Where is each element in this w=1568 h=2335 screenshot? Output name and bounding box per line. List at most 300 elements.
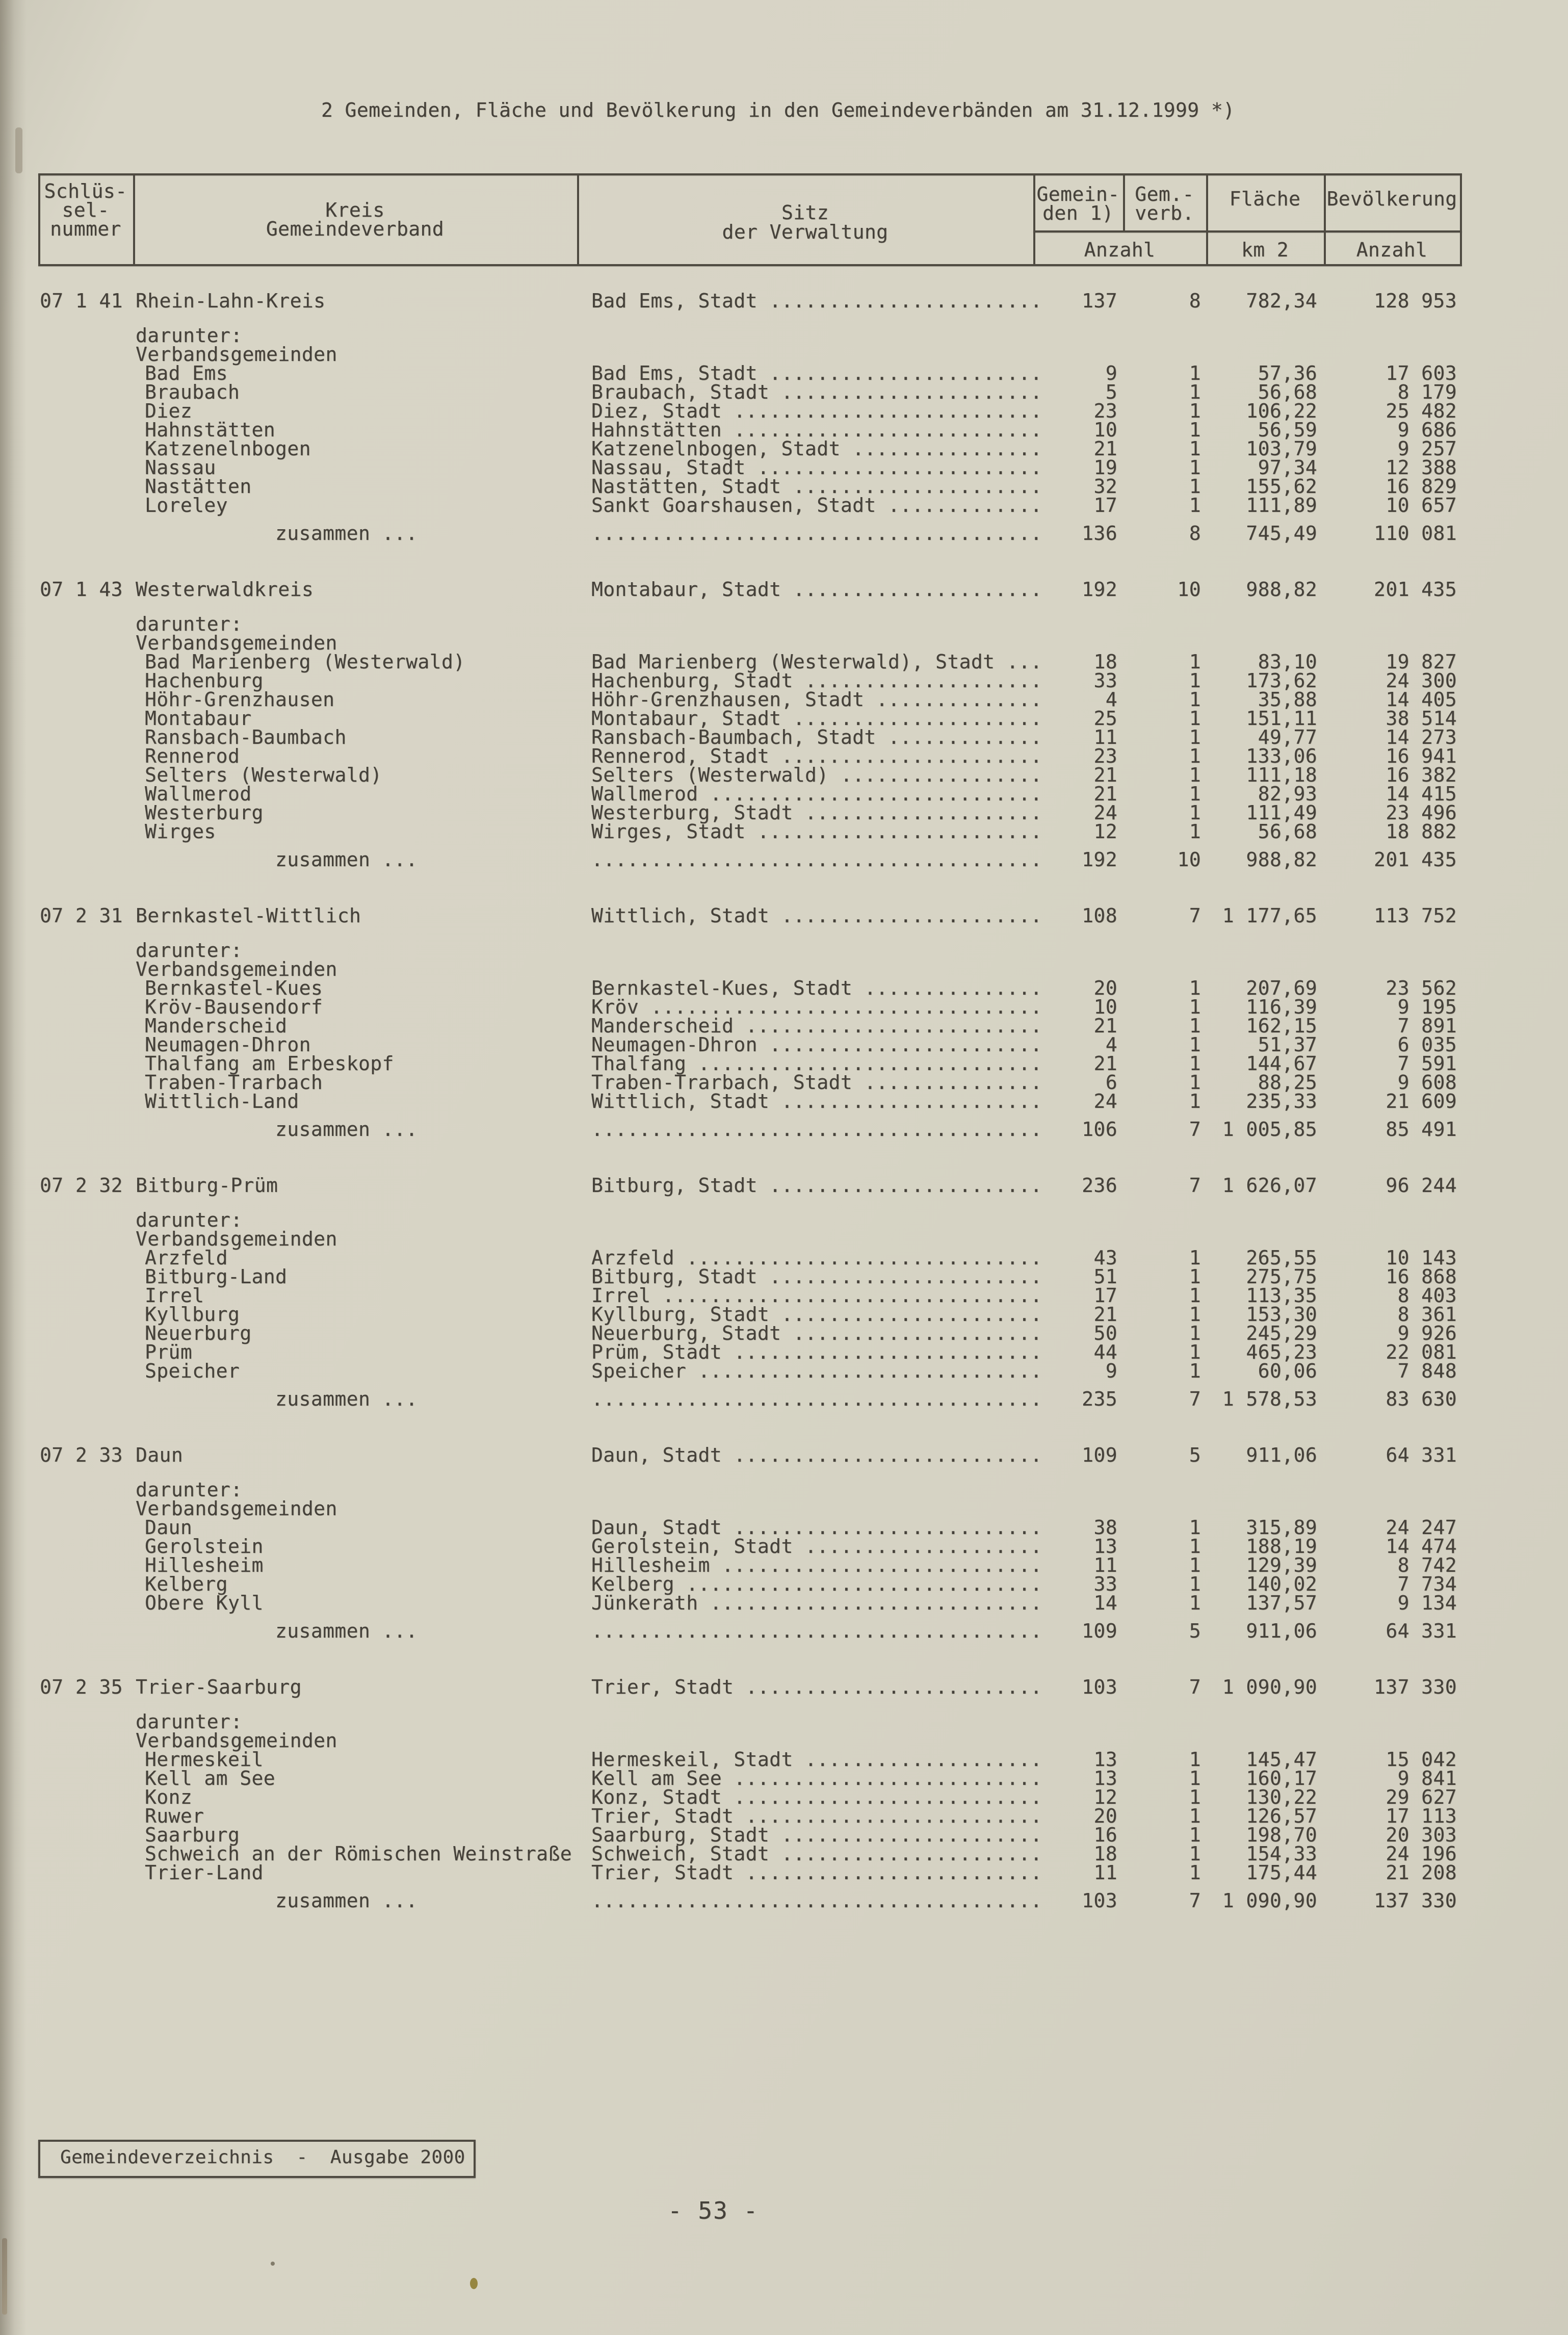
cell-gemverb-count: 5 (1189, 1444, 1201, 1466)
subheader-anzahl-bev: Anzahl (1356, 239, 1428, 261)
cell-verbandsgemeinde-name: Konz (145, 1786, 193, 1808)
darunter-label: darunter: (136, 1710, 243, 1733)
cell-verbandsgemeinde-name: Traben-Trarbach (145, 1071, 323, 1094)
cell-gemverb-count: 7 (1189, 1118, 1201, 1140)
cell-sitz (591, 1073, 1042, 1092)
cell-gemeinden-count: 20 (1093, 1805, 1117, 1827)
cell-bevoelkerung-value: 201 435 (1374, 578, 1457, 601)
cell-gemverb-count: 1 (1189, 419, 1201, 441)
cell-bevoelkerung-value: 9 134 (1397, 1592, 1457, 1614)
page-title: 2 Gemeinden, Fläche und Bevölkerung in den Gemeindeverbänden am 31.12.1999 *) (321, 99, 1235, 121)
cell-verbandsgemeinde-name: Kröv-Bausendorf (145, 996, 323, 1018)
cell-bevoelkerung-value: 21 609 (1386, 1090, 1457, 1112)
sitz-name: Diez, Stadt (591, 400, 722, 422)
cell-verbandsgemeinde-name: Bad Marienberg (Westerwald) (145, 651, 465, 673)
sitz-name: Irrel (591, 1284, 651, 1307)
cell-sitz (591, 439, 1042, 458)
cell-sitz (591, 1807, 1042, 1826)
sitz-name: Hermeskeil, Stadt (591, 1748, 793, 1771)
cell-sitz (591, 421, 1042, 439)
leader-dots: .......................... (722, 1341, 1042, 1363)
cell-bevoelkerung-value: 24 247 (1386, 1516, 1457, 1539)
cell-flaeche-value: 56,68 (1258, 381, 1317, 403)
cell-flaeche-value: 116,39 (1246, 996, 1317, 1018)
cell-verbandsgemeinde-name: Nastätten (145, 475, 252, 498)
leader-dots: ............... (852, 977, 1042, 999)
cell-gemeinden-count: 44 (1093, 1341, 1117, 1363)
header-schluesselnummer-line3: nummer (50, 218, 121, 240)
cell-gemverb-count: 1 (1189, 1843, 1201, 1865)
cell-kreis-name: Westerwaldkreis (136, 578, 314, 601)
sitz-name: Gerolstein, Stadt (591, 1535, 793, 1558)
cell-gemverb-count: 1 (1189, 362, 1201, 384)
leader-dots: ........................ (745, 820, 1042, 843)
cell-verbandsgemeinde-name: Obere Kyll (145, 1592, 264, 1614)
cell-verbandsgemeinde-name: Selters (Westerwald) (145, 764, 382, 786)
sitz-name: Hachenburg, Stadt (591, 669, 793, 692)
cell-schluesselnummer: 07 2 35 (40, 1676, 123, 1698)
cell-bevoelkerung-value: 23 562 (1386, 977, 1457, 999)
cell-sitz (591, 496, 1042, 515)
cell-gemeinden-count: 19 (1093, 456, 1117, 479)
leader-dots: ............. (876, 726, 1042, 748)
cell-gemverb-count: 1 (1189, 1516, 1201, 1539)
cell-gemverb-count: 1 (1189, 1592, 1201, 1614)
cell-bevoelkerung-value: 8 361 (1397, 1303, 1457, 1326)
cell-verbandsgemeinde-name: Bitburg-Land (145, 1265, 288, 1288)
cell-bevoelkerung-value: 18 882 (1386, 820, 1457, 843)
cell-gemverb-count: 1 (1189, 820, 1201, 843)
cell-sitz (591, 1556, 1042, 1575)
cell-gemverb-count: 1 (1189, 1247, 1201, 1269)
cell-bevoelkerung-value: 24 196 (1386, 1843, 1457, 1865)
darunter-label: darunter: (136, 939, 243, 962)
cell-sitz (591, 822, 1042, 841)
sitz-name: Trier, Stadt (591, 1861, 734, 1884)
cell-flaeche-value: 465,23 (1246, 1341, 1317, 1363)
leader-dots: ...................................... (591, 1388, 1042, 1410)
cell-verbandsgemeinde-name: Westerburg (145, 801, 264, 824)
cell-gemeinden-count: 24 (1093, 801, 1117, 824)
cell-bevoelkerung-value: 7 848 (1397, 1360, 1457, 1382)
cell-flaeche-value: 1 626,07 (1222, 1174, 1317, 1197)
cell-flaeche-value: 745,49 (1246, 522, 1317, 544)
cell-flaeche-value: 88,25 (1258, 1071, 1317, 1094)
cell-gemeinden-count: 4 (1105, 688, 1117, 711)
sitz-name: Trier, Stadt (591, 1805, 734, 1827)
cell-gemverb-count: 1 (1189, 437, 1201, 460)
cell-flaeche-value: 911,06 (1246, 1620, 1317, 1642)
sitz-name: Wittlich, Stadt (591, 904, 770, 927)
cell-bevoelkerung-value: 16 941 (1386, 745, 1457, 767)
cell-sitz (591, 1267, 1042, 1286)
cell-gemeinden-count: 12 (1093, 820, 1117, 843)
cell-gemverb-count: 1 (1189, 475, 1201, 498)
leader-dots: ....................... (757, 290, 1042, 312)
cell-flaeche-value: 1 090,90 (1222, 1889, 1317, 1912)
zusammen-label: zusammen ... (275, 522, 418, 544)
cell-verbandsgemeinde-name: Saarburg (145, 1824, 240, 1846)
cell-flaeche-value: 97,34 (1258, 456, 1317, 479)
cell-bevoelkerung-value: 12 388 (1386, 456, 1457, 479)
cell-flaeche-value: 103,79 (1246, 437, 1317, 460)
cell-gemverb-count: 1 (1189, 1824, 1201, 1846)
cell-flaeche-value: 154,33 (1246, 1843, 1317, 1865)
cell-gemverb-count: 1 (1189, 1303, 1201, 1326)
cell-bevoelkerung-value: 9 608 (1397, 1071, 1457, 1094)
cell-sitz (591, 709, 1042, 728)
cell-gemverb-count: 1 (1189, 1284, 1201, 1307)
cell-verbandsgemeinde-name: Trier-Land (145, 1861, 264, 1884)
scan-edge-smudge (15, 127, 22, 173)
cell-gemeinden-count: 17 (1093, 494, 1117, 516)
sitz-name: Daun, Stadt (591, 1516, 722, 1539)
cell-gemverb-count: 1 (1189, 1748, 1201, 1771)
cell-verbandsgemeinde-name: Wirges (145, 820, 216, 843)
cell-verbandsgemeinde-name: Wittlich-Land (145, 1090, 299, 1112)
cell-gemeinden-count: 13 (1093, 1748, 1117, 1771)
cell-sitz (591, 1518, 1042, 1537)
leader-dots: ..................... (781, 1322, 1042, 1344)
cell-verbandsgemeinde-name: Daun (145, 1516, 193, 1539)
cell-sitz (591, 1017, 1042, 1035)
cell-flaeche-value: 315,89 (1246, 1516, 1317, 1539)
cell-bevoelkerung-value: 128 953 (1374, 290, 1457, 312)
cell-gemverb-count: 1 (1189, 400, 1201, 422)
cell-gemeinden-count: 21 (1093, 764, 1117, 786)
cell-flaeche-value: 133,06 (1246, 745, 1317, 767)
cell-kreis-name: Trier-Saarburg (136, 1676, 302, 1698)
sitz-name: Schweich, Stadt (591, 1843, 770, 1865)
leader-dots: ........................... (710, 1554, 1042, 1576)
header-schluesselnummer-line1: Schlüs- (44, 180, 127, 202)
cell-kreis-name: Daun (136, 1444, 184, 1466)
cell-gemverb-count: 1 (1189, 726, 1201, 748)
cell-flaeche-value: 111,49 (1246, 801, 1317, 824)
cell-gemverb-count: 1 (1189, 1090, 1201, 1112)
cell-bevoelkerung-value: 16 382 (1386, 764, 1457, 786)
cell-gemverb-count: 1 (1189, 456, 1201, 479)
cell-sitz (591, 402, 1042, 421)
cell-schluesselnummer: 07 1 41 (40, 290, 123, 312)
cell-verbandsgemeinde-name: Wallmerod (145, 783, 252, 805)
leader-dots: .......................... (722, 1516, 1042, 1539)
sitz-name: Rennerod, Stadt (591, 745, 770, 767)
sitz-name: Höhr-Grenzhausen, Stadt (591, 688, 865, 711)
cell-bevoelkerung-value: 8 742 (1397, 1554, 1457, 1576)
subheader-km2: km 2 (1241, 239, 1289, 261)
leader-dots: ...................................... (591, 522, 1042, 544)
cell-bevoelkerung-value: 21 208 (1386, 1861, 1457, 1884)
cell-bevoelkerung-value: 9 686 (1397, 419, 1457, 441)
leader-dots: ...................... (769, 904, 1042, 927)
cell-gemverb-count: 1 (1189, 1360, 1201, 1382)
sitz-name: Bad Ems, Stadt (591, 290, 757, 312)
leader-dots: .............................. (674, 1573, 1042, 1595)
header-bevoelkerung: Bevölkerung (1326, 188, 1457, 210)
header-sitz-line1: Sitz (781, 201, 829, 224)
sitz-name: Wirges, Stadt (591, 820, 746, 843)
sitz-name: Kelberg (591, 1573, 674, 1595)
sitz-name: Kell am See (591, 1767, 722, 1789)
cell-flaeche-value: 151,11 (1246, 707, 1317, 730)
darunter-label: darunter: (136, 1478, 243, 1501)
leader-dots: ....................... (757, 1174, 1042, 1197)
cell-bevoelkerung-value: 38 514 (1386, 707, 1457, 730)
cell-bevoelkerung-value: 24 300 (1386, 669, 1457, 692)
cell-flaeche-value: 126,57 (1246, 1805, 1317, 1827)
cell-gemverb-count: 7 (1189, 1174, 1201, 1197)
cell-gemverb-count: 1 (1189, 669, 1201, 692)
zusammen-label: zusammen ... (275, 848, 418, 871)
cell-gemverb-count: 1 (1189, 707, 1201, 730)
cell-verbandsgemeinde-name: Speicher (145, 1360, 240, 1382)
cell-schluesselnummer: 07 2 32 (40, 1174, 123, 1197)
cell-gemeinden-count: 50 (1093, 1322, 1117, 1344)
cell-bevoelkerung-value: 7 591 (1397, 1052, 1457, 1075)
cell-gemeinden-count: 11 (1093, 1554, 1117, 1576)
cell-bevoelkerung-value: 9 926 (1397, 1322, 1457, 1344)
cell-gemverb-count: 5 (1189, 1620, 1201, 1642)
cell-gemeinden-count: 103 (1082, 1676, 1117, 1698)
leader-dots: ............. (876, 494, 1042, 516)
cell-gemeinden-count: 136 (1082, 522, 1117, 544)
cell-sitz (591, 1678, 1042, 1697)
cell-sitz (591, 477, 1042, 496)
cell-sitz (591, 1863, 1042, 1882)
cell-verbandsgemeinde-name: Diez (145, 400, 193, 422)
cell-gemeinden-count: 33 (1093, 1573, 1117, 1595)
cell-gemverb-count: 1 (1189, 745, 1201, 767)
leader-dots: ..................... (781, 578, 1042, 601)
header-kreis-line1: Kreis (325, 199, 385, 221)
table-rule-right (1460, 173, 1462, 266)
zusammen-label: zusammen ... (275, 1118, 418, 1140)
cell-bevoelkerung-value: 15 042 (1386, 1748, 1457, 1771)
leader-dots: ............... (852, 1071, 1042, 1094)
cell-flaeche-value: 1 090,90 (1222, 1676, 1317, 1698)
header-gemeinden-line2: den 1) (1042, 202, 1114, 224)
cell-gemverb-count: 8 (1189, 290, 1201, 312)
leader-dots: .............................. (674, 1247, 1042, 1269)
sitz-name: Saarburg, Stadt (591, 1824, 770, 1846)
cell-sitz (591, 1092, 1042, 1111)
sitz-name: Arzfeld (591, 1247, 674, 1269)
cell-flaeche-value: 129,39 (1246, 1554, 1317, 1576)
cell-sitz (591, 1286, 1042, 1305)
cell-flaeche-value: 155,62 (1246, 475, 1317, 498)
cell-kreis-name: Rhein-Lahn-Kreis (136, 290, 326, 312)
zusammen-label: zusammen ... (275, 1388, 418, 1410)
cell-sitz (591, 747, 1042, 766)
leader-dots: ......................... (734, 1861, 1042, 1884)
cell-verbandsgemeinde-name: Ruwer (145, 1805, 204, 1827)
cell-sitz (591, 671, 1042, 690)
sitz-name: Kröv (591, 996, 639, 1018)
cell-bevoelkerung-value: 64 331 (1386, 1444, 1457, 1466)
cell-gemeinden-count: 14 (1093, 1592, 1117, 1614)
cell-gemeinden-count: 38 (1093, 1516, 1117, 1539)
cell-bevoelkerung-value: 9 195 (1397, 996, 1457, 1018)
sitz-name: Montabaur, Stadt (591, 578, 781, 601)
leader-dots: ............................ (698, 783, 1042, 805)
cell-verbandsgemeinde-name: Thalfang am Erbeskopf (145, 1052, 394, 1075)
cell-verbandsgemeinde-name: Kell am See (145, 1767, 276, 1789)
cell-verbandsgemeinde-name: Bernkastel-Kues (145, 977, 323, 999)
cell-gemeinden-count: 4 (1105, 1033, 1117, 1056)
cell-bevoelkerung-value: 14 474 (1386, 1535, 1457, 1558)
cell-verbandsgemeinde-name: Kelberg (145, 1573, 228, 1595)
cell-gemverb-count: 1 (1189, 1071, 1201, 1094)
verbandsgemeinden-label: Verbandsgemeinden (136, 1497, 337, 1520)
cell-gemverb-count: 1 (1189, 996, 1201, 1018)
cell-verbandsgemeinde-name: Neuerburg (145, 1322, 252, 1344)
cell-sitz (591, 580, 1042, 599)
cell-bevoelkerung-value: 14 405 (1386, 688, 1457, 711)
cell-gemeinden-count: 18 (1093, 1843, 1117, 1865)
cell-bevoelkerung-value: 25 482 (1386, 400, 1457, 422)
cell-sitz (591, 1594, 1042, 1613)
leader-dots: ............................ (698, 1592, 1042, 1614)
cell-bevoelkerung-value: 9 257 (1397, 437, 1457, 460)
cell-gemeinden-count: 21 (1093, 1015, 1117, 1037)
cell-gemverb-count: 10 (1177, 848, 1201, 871)
cell-gemeinden-count: 109 (1082, 1444, 1117, 1466)
cell-bevoelkerung-value: 85 491 (1386, 1118, 1457, 1140)
cell-gemverb-count: 1 (1189, 688, 1201, 711)
cell-gemeinden-count: 11 (1093, 1861, 1117, 1884)
sitz-name: Bad Ems, Stadt (591, 362, 757, 384)
cell-gemeinden-count: 6 (1105, 1071, 1117, 1094)
leader-dots: .............. (864, 688, 1042, 711)
cell-sitz (591, 1176, 1042, 1195)
cell-gemverb-count: 1 (1189, 1535, 1201, 1558)
sitz-name: Neuerburg, Stadt (591, 1322, 781, 1344)
leader-dots: .................... (793, 669, 1042, 692)
cell-gemverb-count: 1 (1189, 1786, 1201, 1808)
cell-verbandsgemeinde-name: Gerolstein (145, 1535, 264, 1558)
cell-gemeinden-count: 16 (1093, 1824, 1117, 1846)
cell-sitz (591, 1537, 1042, 1556)
header-flaeche: Fläche (1229, 188, 1301, 210)
cell-gemeinden-count: 13 (1093, 1535, 1117, 1558)
cell-bevoelkerung-value: 22 081 (1386, 1341, 1457, 1363)
leader-dots: ..................... (781, 707, 1042, 730)
cell-bevoelkerung-value: 8 179 (1397, 381, 1457, 403)
verbandsgemeinden-label: Verbandsgemeinden (136, 1228, 337, 1250)
cell-gemverb-count: 1 (1189, 1052, 1201, 1075)
sitz-name: Manderscheid (591, 1015, 734, 1037)
cell-gemverb-count: 1 (1189, 764, 1201, 786)
cell-sitz (591, 785, 1042, 803)
cell-verbandsgemeinde-name: Arzfeld (145, 1247, 228, 1269)
cell-flaeche-value: 111,18 (1246, 764, 1317, 786)
sitz-name: Selters (Westerwald) (591, 764, 829, 786)
header-kreis-line2: Gemeindeverband (266, 218, 445, 240)
sitz-name: Katzenelnbogen, Stadt (591, 437, 841, 460)
scan-crease-mark (2, 2238, 7, 2315)
cell-bevoelkerung-value: 64 331 (1386, 1620, 1457, 1642)
cell-gemverb-count: 7 (1189, 1676, 1201, 1698)
cell-sitz (591, 690, 1042, 709)
sitz-name: Nassau, Stadt (591, 456, 746, 479)
cell-sitz (591, 906, 1042, 925)
sitz-name: Wallmerod (591, 783, 698, 805)
cell-gemeinden-count: 10 (1093, 996, 1117, 1018)
sitz-name: Hillesheim (591, 1554, 710, 1576)
cell-verbandsgemeinde-name: Neumagen-Dhron (145, 1033, 311, 1056)
cell-gemeinden-count: 17 (1093, 1284, 1117, 1307)
cell-gemeinden-count: 137 (1082, 290, 1117, 312)
cell-sitz (591, 728, 1042, 747)
darunter-label: darunter: (136, 613, 243, 635)
cell-gemeinden-count: 192 (1082, 848, 1117, 871)
cell-gemverb-count: 1 (1189, 1322, 1201, 1344)
cell-flaeche-value: 173,62 (1246, 669, 1317, 692)
cell-flaeche-value: 82,93 (1258, 783, 1317, 805)
leader-dots: ...................... (769, 1843, 1042, 1865)
cell-gemverb-count: 1 (1189, 977, 1201, 999)
cell-gemeinden-count: 21 (1093, 783, 1117, 805)
cell-bevoelkerung-value: 137 330 (1374, 1889, 1457, 1912)
cell-gemeinden-count: 11 (1093, 726, 1117, 748)
cell-bevoelkerung-value: 7 734 (1397, 1573, 1457, 1595)
cell-gemverb-count: 1 (1189, 1033, 1201, 1056)
leader-dots: ...................... (769, 745, 1042, 767)
cell-gemverb-count: 7 (1189, 1889, 1201, 1912)
sitz-name: Hahnstätten (591, 419, 722, 441)
leader-dots: .................... (793, 1748, 1042, 1771)
cell-gemeinden-count: 21 (1093, 1303, 1117, 1326)
cell-sitz (591, 653, 1042, 671)
cell-bevoelkerung-value: 6 035 (1397, 1033, 1457, 1056)
sitz-name: Kyllburg, Stadt (591, 1303, 770, 1326)
cell-flaeche-value: 56,68 (1258, 820, 1317, 843)
leader-dots: .......................... (722, 419, 1042, 441)
cell-flaeche-value: 60,06 (1258, 1360, 1317, 1382)
sitz-name: Bitburg, Stadt (591, 1174, 757, 1197)
sitz-name: Konz, Stadt (591, 1786, 722, 1808)
cell-flaeche-value: 235,33 (1246, 1090, 1317, 1112)
leader-dots: ...................................... (591, 1620, 1042, 1642)
cell-flaeche-value: 911,06 (1246, 1444, 1317, 1466)
sitz-name: Bitburg, Stadt (591, 1265, 757, 1288)
cell-flaeche-value: 207,69 (1246, 977, 1317, 999)
sitz-name: Braubach, Stadt (591, 381, 770, 403)
cell-flaeche-value: 137,57 (1246, 1592, 1317, 1614)
cell-gemeinden-count: 23 (1093, 745, 1117, 767)
cell-bevoelkerung-value: 7 891 (1397, 1015, 1457, 1037)
cell-sitz (591, 979, 1042, 998)
cell-sitz (591, 292, 1042, 310)
cell-bevoelkerung-value: 201 435 (1374, 848, 1457, 871)
cell-flaeche-value: 175,44 (1246, 1861, 1317, 1884)
sitz-name: Bernkastel-Kues, Stadt (591, 977, 853, 999)
cell-flaeche-value: 160,17 (1246, 1767, 1317, 1789)
cell-schluesselnummer: 07 2 33 (40, 1444, 123, 1466)
table-rule-top (38, 173, 1462, 175)
leader-dots: ...................... (769, 1303, 1042, 1326)
cell-gemverb-count: 8 (1189, 522, 1201, 544)
cell-verbandsgemeinde-name: Katzenelnbogen (145, 437, 311, 460)
cell-gemeinden-count: 236 (1082, 1174, 1117, 1197)
header-schluesselnummer-line2: sel- (62, 199, 110, 221)
cell-verbandsgemeinde-name: Ransbach-Baumbach (145, 726, 347, 748)
darunter-label: darunter: (136, 1209, 243, 1231)
cell-flaeche-value: 144,67 (1246, 1052, 1317, 1075)
leader-dots: .......................... (722, 400, 1042, 422)
cell-gemeinden-count: 21 (1093, 1052, 1117, 1075)
